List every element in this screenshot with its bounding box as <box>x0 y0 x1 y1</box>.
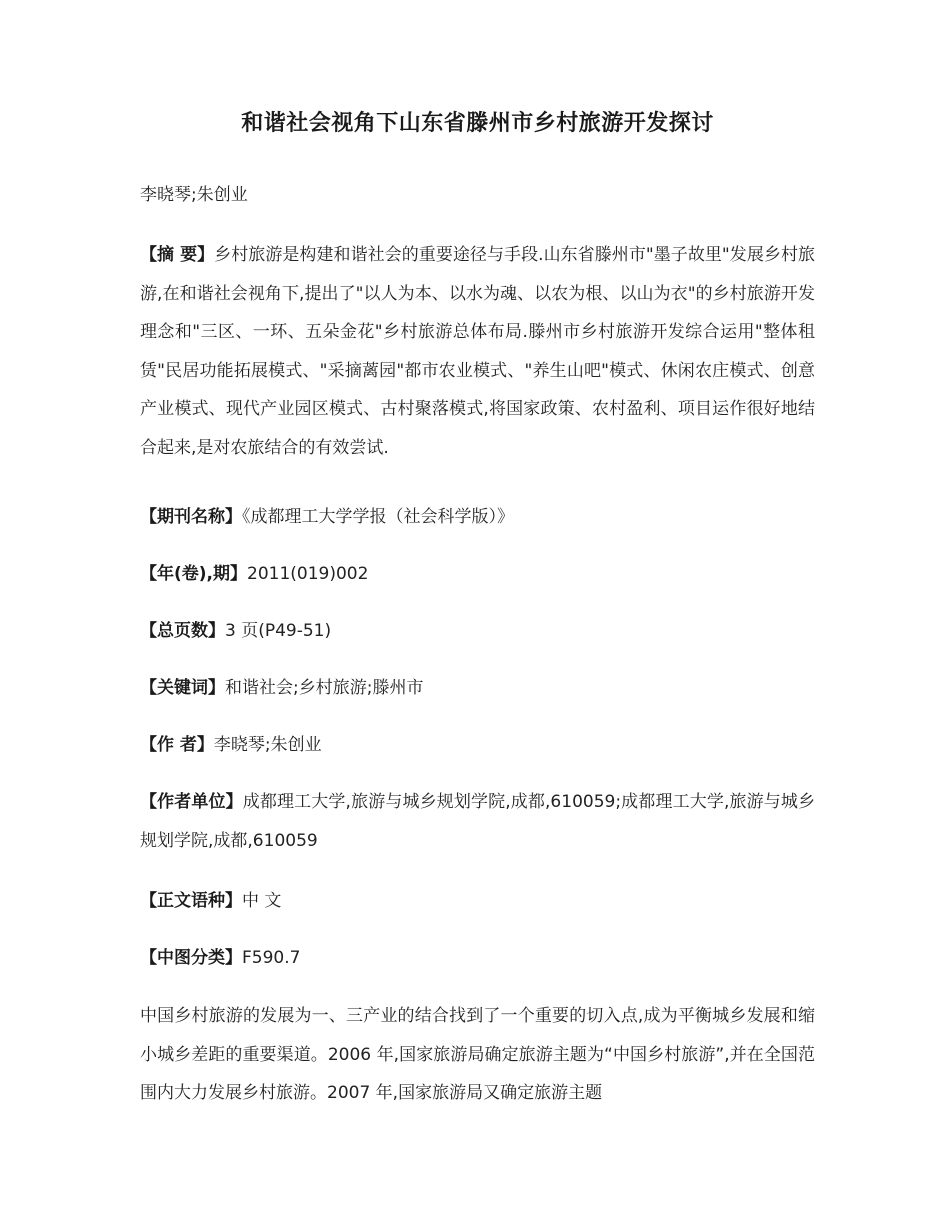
language-value: 中 文 <box>242 891 282 911</box>
language-label: 【正文语种】 <box>140 891 242 911</box>
abstract-section <box>140 236 815 467</box>
issue-label: 【年(卷),期】 <box>140 564 247 584</box>
paper-title: 和谐社会视角下山东省滕州市乡村旅游开发探讨 <box>241 111 714 136</box>
journal-label: 【期刊名称】 <box>140 507 242 527</box>
author-field-value: 李晓琴;朱创业 <box>213 735 322 755</box>
pages-field <box>140 612 815 650</box>
classification-field <box>140 939 815 977</box>
abstract-label: 【摘 要】 <box>140 245 215 265</box>
body-paragraph: 中国乡村旅游的发展为一、三产业的结合找到了一个重要的切入点,成为平衡城乡发展和缩小城乡差距的重要渠道。2006 年,国家旅游局确定旅游主题为“中国乡村旅游”,并在全国范围内大力发展乡村旅游。2007 年,国家旅游局又确定旅游主题 <box>140 1006 815 1103</box>
keywords-value: 和谐社会;乡村旅游;滕州市 <box>225 678 424 698</box>
author-field-label: 【作 者】 <box>140 735 214 755</box>
issue-value: 2011(019)002 <box>247 564 369 584</box>
journal-value: 《成都理工大学学报（社会科学版）》 <box>242 507 514 527</box>
issue-field <box>140 555 815 593</box>
author-line: 李晓琴;朱创业 <box>140 185 248 205</box>
affiliation-value: 成都理工大学,旅游与城乡规划学院,成都,610059;成都理工大学,旅游与城乡规划学院,成都,610059 <box>140 792 815 851</box>
affiliation-label: 【作者单位】 <box>140 792 243 812</box>
classification-label: 【中图分类】 <box>140 948 242 968</box>
keywords-label: 【关键词】 <box>140 678 225 698</box>
affiliation-field <box>140 783 815 860</box>
language-field <box>140 882 815 920</box>
classification-value: F590.7 <box>242 948 301 968</box>
pages-label: 【总页数】 <box>140 621 225 641</box>
keywords-field <box>140 669 815 707</box>
journal-field <box>140 498 815 536</box>
author-field <box>140 726 815 764</box>
abstract-text: 乡村旅游是构建和谐社会的重要途径与手段.山东省滕州市"墨子故里"发展乡村旅游,在和谐社会视角下,提出了"以人为本、以水为魂、以农为根、以山为衣"的乡村旅游开发理念和"三区、一环、五朵金花"乡村旅游总体布局.滕州市乡村旅游开发综合运用"整体租赁"民居功能拓展模式、"采摘蓠园"都市农业模式、"养生山吧"模式、休闲农庄模式、创意产业模式、现代产业园区模式、古村聚落模式,将国家政策、农村盈利、项目运作很好地结合起来,是对农旅结合的有效尝试. <box>140 245 815 458</box>
pages-value: 3 页(P49-51) <box>225 621 332 641</box>
